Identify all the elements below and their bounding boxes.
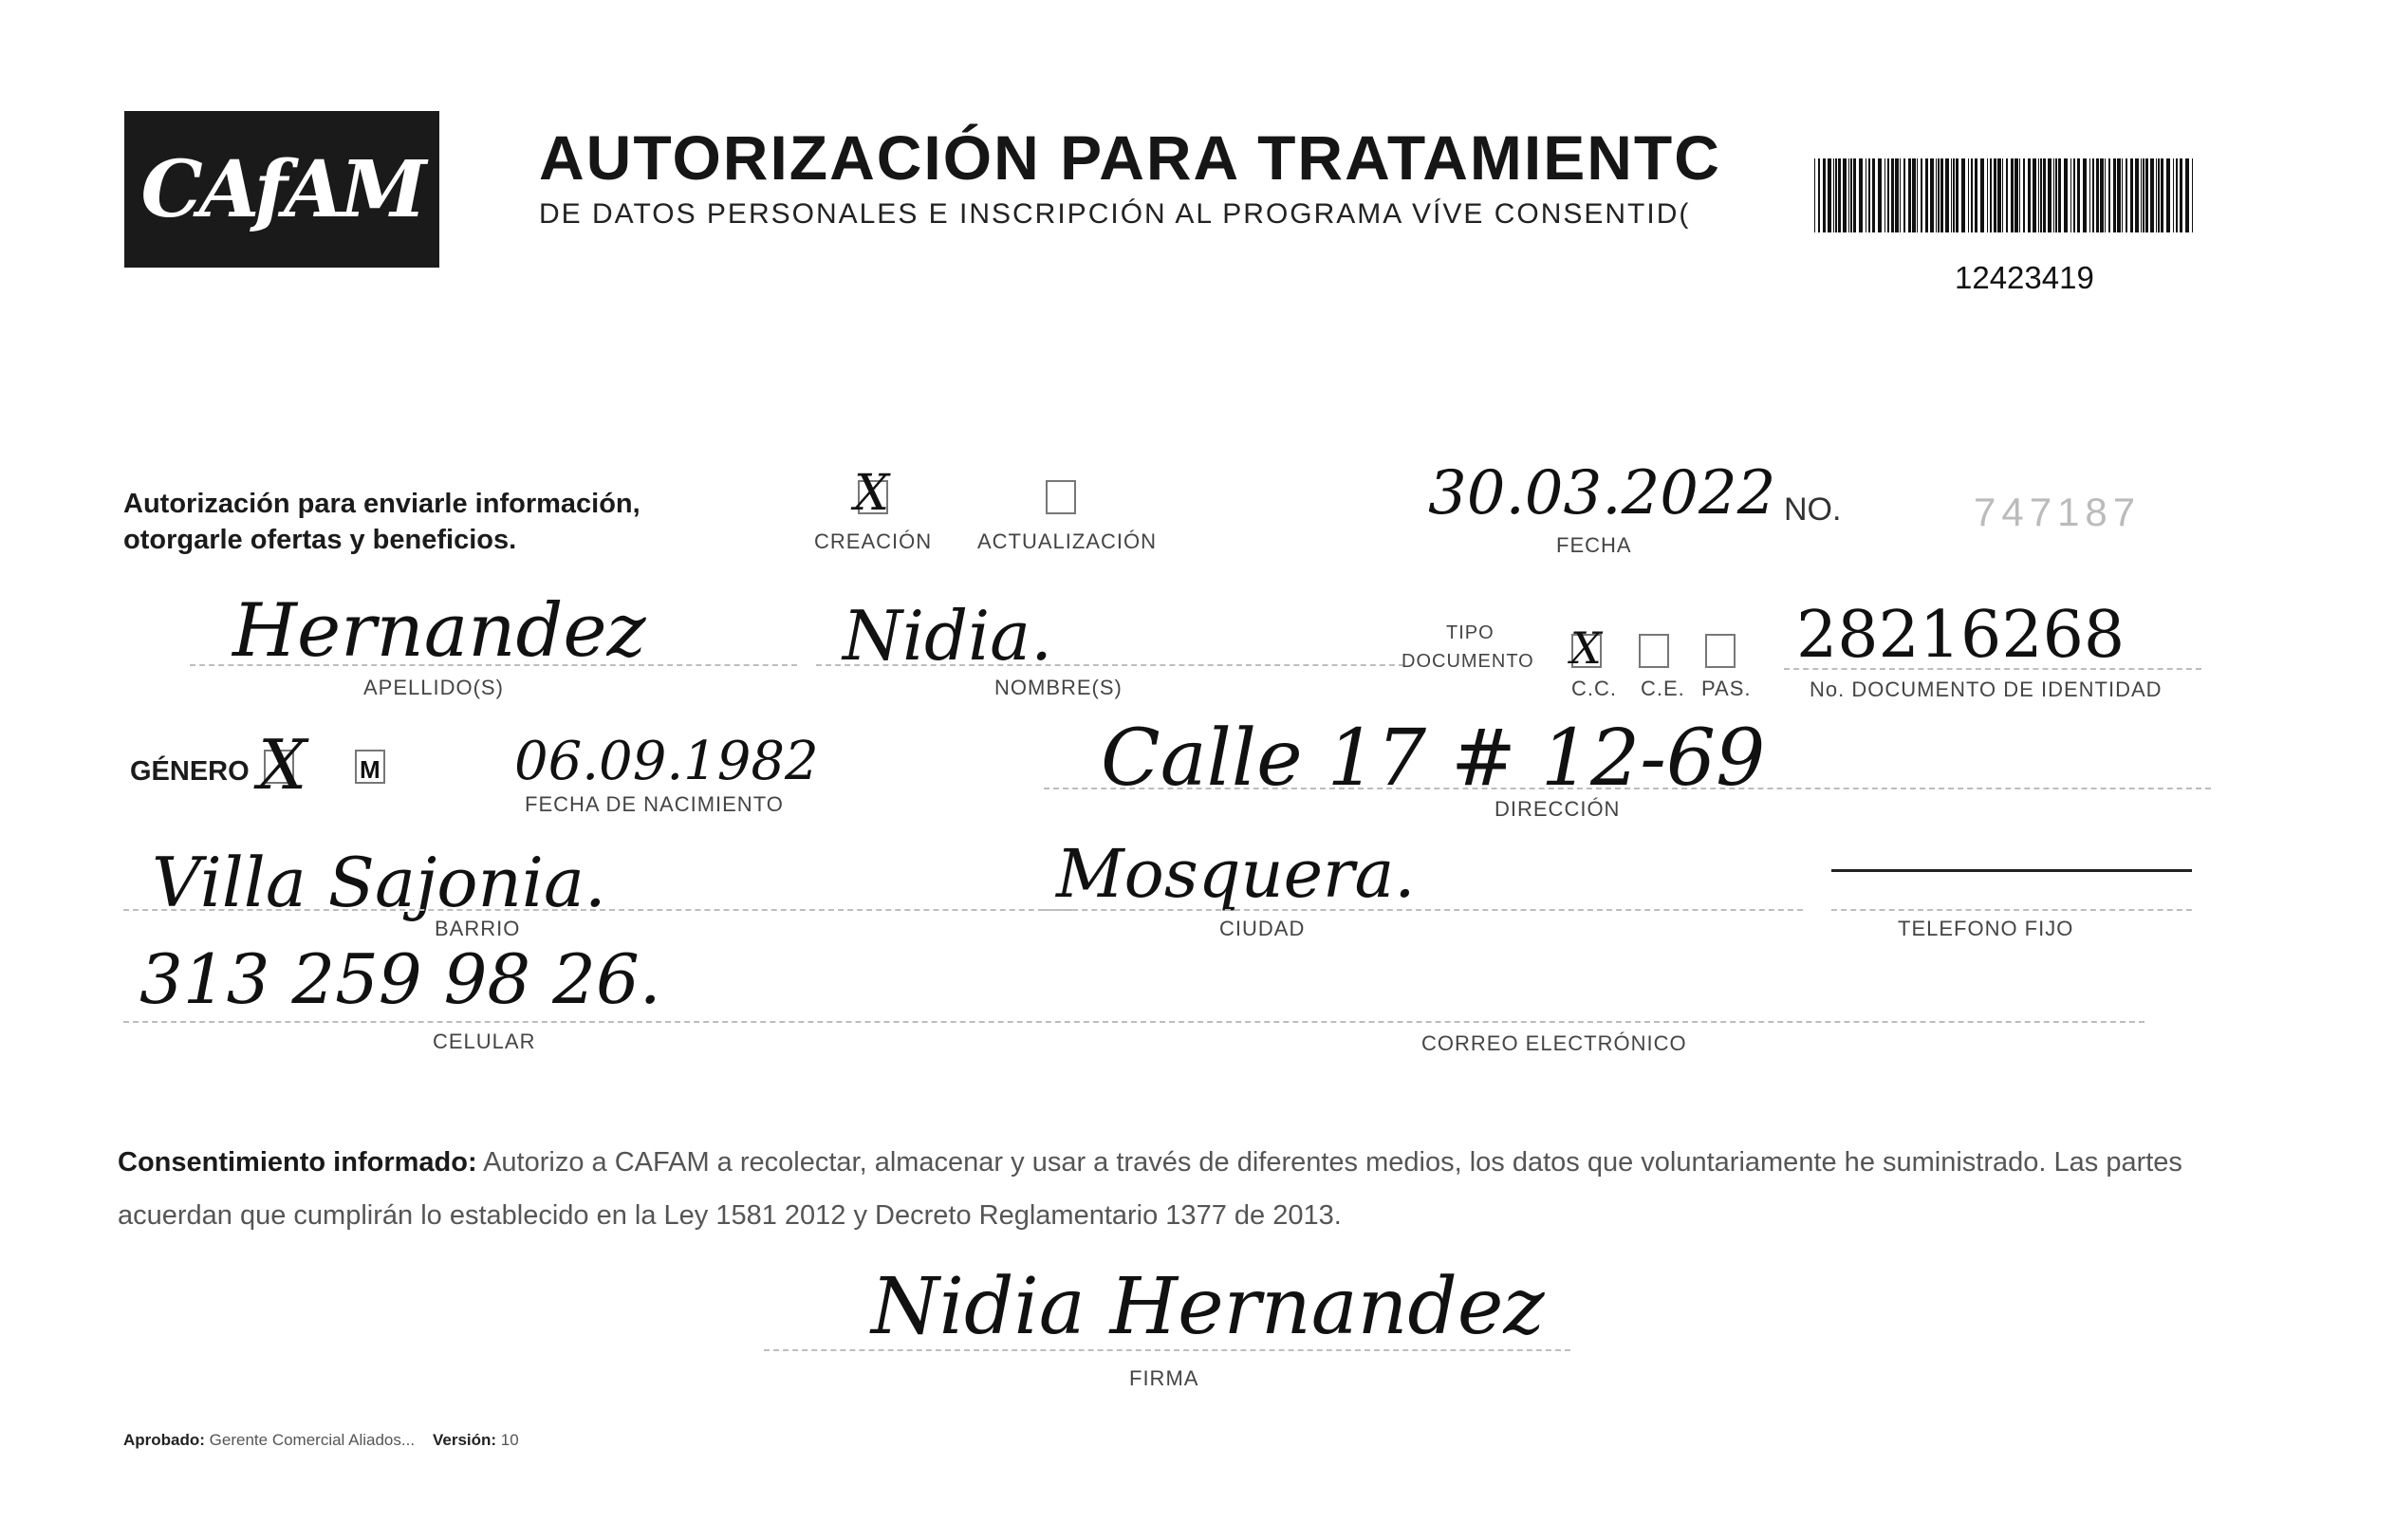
consent-paragraph	[118, 1136, 2224, 1242]
address-label: DIRECCIÓN	[1495, 797, 1621, 821]
no-value: 747187	[1974, 490, 2142, 534]
gender-m-label: M	[360, 755, 381, 784]
barcode-bar	[2092, 158, 2094, 232]
mobile-value: 313 259 98 26.	[139, 939, 661, 1019]
barcode-bar	[2108, 158, 2110, 232]
landline-stroke	[1831, 869, 2192, 872]
barcode	[1814, 158, 2196, 232]
gender-f-check-mark: X	[258, 725, 307, 805]
barcode-bar	[1971, 158, 1973, 232]
gender-label: GÉNERO	[130, 756, 250, 787]
barcode-bar	[2070, 158, 2071, 232]
mobile-email-line	[123, 1021, 2144, 1023]
address-value: Calle 17 # 12-69	[1101, 714, 1766, 804]
cafam-logo	[124, 111, 439, 268]
doc-type-label-2: DOCUMENTO	[1402, 651, 1534, 672]
barcode-bar	[2176, 158, 2178, 232]
barcode-bar	[1951, 158, 1952, 232]
barcode-bar	[2180, 158, 2182, 232]
surname-value: Hernandez	[232, 588, 646, 674]
barcode-bar	[2033, 158, 2036, 232]
barcode-bar	[2089, 158, 2090, 232]
version-label: Versión:	[432, 1431, 497, 1449]
city-value: Mosquera.	[1056, 835, 1416, 913]
approved-label: Aprobado:	[123, 1431, 205, 1449]
version-value: 10	[500, 1431, 519, 1449]
no-label: NO.	[1784, 492, 1842, 528]
barcode-bar	[1833, 158, 1834, 232]
barcode-bar	[1814, 158, 1815, 232]
barcode-bar	[1945, 158, 1949, 232]
barcode-bar	[1900, 158, 1901, 232]
doc-cc-check-mark: X	[1570, 622, 1602, 674]
signature-line	[764, 1349, 1570, 1351]
barcode-bar	[2064, 158, 2068, 232]
barcode-bar	[2143, 158, 2144, 232]
barcode-bar	[2058, 158, 2061, 232]
neighborhood-label: BARRIO	[435, 917, 521, 940]
barcode-bar	[2145, 158, 2148, 232]
barcode-bar	[2096, 158, 2099, 232]
city-label: CIUDAD	[1219, 917, 1306, 940]
barcode-bar	[1868, 158, 1870, 232]
name-value: Nidia.	[843, 596, 1052, 676]
barcode-bar	[1891, 158, 1894, 232]
creation-check-mark: X	[854, 465, 890, 522]
name-line	[816, 664, 1404, 666]
barcode-bar	[1912, 158, 1916, 232]
form-subtitle: DE DATOS PERSONALES E INSCRIPCIÓN AL PROGRAMA VÍVE CONSENTID(	[539, 198, 1691, 230]
logo-text: CAfAM	[140, 143, 423, 235]
landline-label: TELEFONO FIJO	[1898, 917, 2074, 940]
barcode-bar	[2126, 158, 2127, 232]
barcode-bar	[1990, 158, 1992, 232]
barcode-bar	[2100, 158, 2104, 232]
barcode-bar	[1980, 158, 1984, 232]
email-label: CORREO ELECTRÓNICO	[1421, 1031, 1687, 1055]
barcode-bar	[2150, 158, 2154, 232]
barcode-bar	[2038, 158, 2039, 232]
barcode-bar	[2019, 158, 2020, 232]
barcode-bar	[2161, 158, 2163, 232]
date-label: FECHA	[1556, 533, 1632, 557]
surname-line	[190, 664, 797, 666]
barcode-bar	[2122, 158, 2123, 232]
form-title: AUTORIZACIÓN PARA TRATAMIENTC	[539, 122, 1721, 193]
signature-label: FIRMA	[1129, 1366, 1199, 1390]
barcode-bar	[2077, 158, 2080, 232]
barcode-bar	[1994, 158, 1996, 232]
barcode-bar	[2105, 158, 2106, 232]
barcode-bar	[1961, 158, 1965, 232]
barcode-bar	[1818, 158, 1820, 232]
consent-heading: Consentimiento informado:	[118, 1147, 477, 1178]
barcode-bar	[2011, 158, 2014, 232]
barcode-bar	[2166, 158, 2170, 232]
doc-type-label-1: TIPO	[1446, 622, 1495, 643]
barcode-bar	[1925, 158, 1928, 232]
barcode-bar	[1953, 158, 1955, 232]
authorization-line1: Autorización para enviarle información,	[123, 489, 641, 519]
name-label: NOMBRE(S)	[994, 676, 1123, 699]
doc-ce-label: C.E.	[1641, 677, 1685, 700]
barcode-bar	[2053, 158, 2054, 232]
address-line	[1044, 788, 2211, 789]
barcode-bar	[2043, 158, 2046, 232]
consent-body: Autorizo a CAFAM a recolectar, almacenar y usar a través de diferentes medios, los datos que voluntariamente he suministrado. Las partes acuerdan que cumplirán lo establecido en la Ley 1581 2012 y Decreto Reglamentario 1377 de 2013.	[118, 1147, 2182, 1231]
footer-approval	[123, 1431, 519, 1450]
barcode-bar	[2040, 158, 2042, 232]
doc-pas-checkbox[interactable]	[1705, 634, 1736, 668]
barcode-bar	[1843, 158, 1847, 232]
barcode-bar	[2117, 158, 2121, 232]
barcode-bar	[2048, 158, 2052, 232]
barcode-bar	[1940, 158, 1943, 232]
barcode-bar	[1859, 158, 1863, 232]
barcode-bar	[2073, 158, 2075, 232]
barcode-bar	[2014, 158, 2018, 232]
barcode-bar	[2023, 158, 2025, 232]
barcode-bar	[1848, 158, 1849, 232]
update-checkbox[interactable]	[1046, 480, 1076, 514]
barcode-bar	[1895, 158, 1899, 232]
doc-number-value: 28216268	[1796, 598, 2126, 673]
update-label: ACTUALIZACIÓN	[977, 529, 1158, 553]
barcode-bar	[2185, 158, 2189, 232]
barcode-bar	[1997, 158, 2001, 232]
barcode-bar	[2135, 158, 2139, 232]
creation-label: CREACIÓN	[814, 529, 933, 553]
authorization-line2: otorgarle ofertas y beneficios.	[123, 525, 517, 555]
barcode-bar	[2158, 158, 2160, 232]
birthdate-value: 06.09.1982	[514, 731, 819, 792]
doc-ce-checkbox[interactable]	[1639, 634, 1669, 668]
barcode-bar	[2113, 158, 2116, 232]
barcode-bar	[2006, 158, 2008, 232]
barcode-bar	[2156, 158, 2157, 232]
barcode-bar	[1828, 158, 1831, 232]
barcode-bar	[1908, 158, 1911, 232]
neighborhood-line	[123, 909, 1072, 911]
barcode-bar	[1884, 158, 1885, 232]
barcode-bar	[1921, 158, 1922, 232]
barcode-bar	[1887, 158, 1889, 232]
neighborhood-value: Villa Sajonia.	[152, 843, 606, 922]
barcode-bar	[1853, 158, 1856, 232]
surname-label: APELLIDO(S)	[363, 676, 504, 699]
doc-pas-label: PAS.	[1701, 677, 1752, 700]
barcode-bar	[2028, 158, 2031, 232]
barcode-bar	[2130, 158, 2133, 232]
doc-number-line	[1784, 668, 2201, 670]
approved-value: Gerente Comercial Aliados...	[209, 1431, 416, 1449]
barcode-bar	[1968, 158, 1969, 232]
barcode-bar	[2141, 158, 2142, 232]
signature-value: Nidia Hernandez	[871, 1262, 1545, 1352]
barcode-bar	[1872, 158, 1875, 232]
landline-line	[1831, 909, 2192, 911]
barcode-bar	[1835, 158, 1837, 232]
barcode-bar	[2002, 158, 2003, 232]
city-line	[1044, 909, 1803, 911]
barcode-bar	[1878, 158, 1882, 232]
birthdate-label: FECHA DE NACIMIENTO	[525, 792, 784, 816]
doc-number-label: No. DOCUMENTO DE IDENTIDAD	[1810, 677, 2163, 701]
barcode-bar	[2192, 158, 2193, 232]
barcode-bar	[1850, 158, 1852, 232]
barcode-bar	[1823, 158, 1826, 232]
barcode-bar	[2055, 158, 2057, 232]
barcode-bar	[1903, 158, 1905, 232]
barcode-bar	[2173, 158, 2174, 232]
barcode-bar	[1930, 158, 1934, 232]
date-value: 30.03.2022	[1428, 458, 1776, 529]
barcode-bar	[1936, 158, 1937, 232]
barcode-bar	[1838, 158, 1841, 232]
barcode-bar	[1987, 158, 1988, 232]
mobile-label: CELULAR	[433, 1030, 536, 1053]
barcode-bar	[1975, 158, 1977, 232]
barcode-bar	[1938, 158, 1940, 232]
barcode-bar	[1956, 158, 1959, 232]
barcode-number: 12423419	[1955, 260, 2094, 295]
doc-cc-label: C.C.	[1571, 677, 1617, 700]
barcode-bar	[1917, 158, 1918, 232]
barcode-bar	[2083, 158, 2087, 232]
